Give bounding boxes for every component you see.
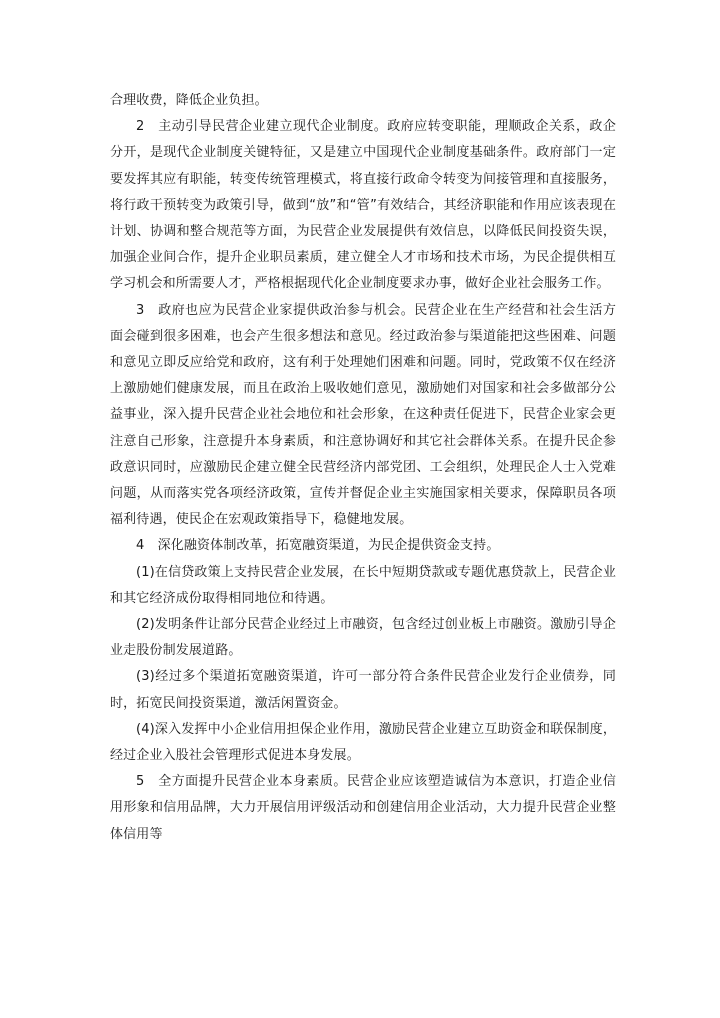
paragraph-subitem-4: (4)深入发挥中小企业信用担保企业作用，激励民营企业建立互助资金和联保制度，经过企业入股社会管理形式促进本身发展。: [110, 721, 616, 764]
paragraph-item-2: 2 主动引导民营企业建立现代企业制度。政府应转变职能，理顺政企关系，政企分开，是现代企业制度关键特征，又是建立中国现代企业制度基础条件。政府部门一定要发挥其应有职能，转变传统管理模式，将直接行政命令转变为间接管理和直接服务，将行政干预转变为政策引导，做到“放”和“管”有效结合，其经济职能和作用应该表现在计划、协调和整合规范等方面，为民营企业发展提供有效信息，以降低民间投资失误，加强企业间合作，提升企业职员素质，建立健全人才市场和技术市场，为民企提供相互学习机会和所需要人才，严格根据现代化企业制度要求办事，做好企业社会服务工作。: [110, 119, 616, 292]
paragraph-item-3: 3 政府也应为民营企业家提供政治参与机会。民营企业在生产经营和社会生活方面会碰到很多困难，也会产生很多想法和意见。经过政治参与渠道能把这些困难、问题和意见立即反应给党和政府，这有利于处理她们困难和问题。同时，党政策不仅在经济上激励她们健康发展，而且在政治上吸收她们意见，激励她们对国家和社会多做部分公益事业，深入提升民营企业社会地位和社会形象，在这种责任促进下，民营企业家会更注意自己形象，注意提升本身素质，和注意协调好和其它社会群体关系。在提升民企参政意识同时，应激励民企建立健全民营经济内部党团、工会组织，处理民企人士入党难问题，从而落实党各项经济政策，宣传并督促企业主实施国家相关要求，保障职员各项福利待遇，使民企在宏观政策指导下，稳健地发展。: [110, 302, 616, 528]
paragraph-continuation: 合理收费，降低企业负担。: [110, 93, 268, 108]
paragraph-item-5: 5 全方面提升民营企业本身素质。民营企业应该塑造诚信为本意识，打造企业信用形象和信用品牌，大力开展信用评级活动和创建信用企业活动，大力提升民营企业整体信用等: [110, 774, 616, 842]
paragraph-item-4: 4 深化融资体制改革，拓宽融资渠道，为民企提供资金支持。: [136, 538, 500, 554]
document-page: [110, 88, 616, 848]
paragraph-subitem-3: (3)经过多个渠道拓宽融资渠道，许可一部分符合条件民营企业发行企业债券，同时，拓宽民间投资渠道，激活闲置资金。: [110, 669, 616, 711]
paragraph-subitem-1: (1)在信贷政策上支持民营企业发展，在长中短期贷款或专题优惠贷款上，民营企业和其它经济成份取得相同地位和待遇。: [110, 564, 616, 606]
paragraph-subitem-2: (2)发明条件让部分民营企业经过上市融资，包含经过创业板上市融资。激励引导企业走股份制发展道路。: [110, 617, 616, 659]
